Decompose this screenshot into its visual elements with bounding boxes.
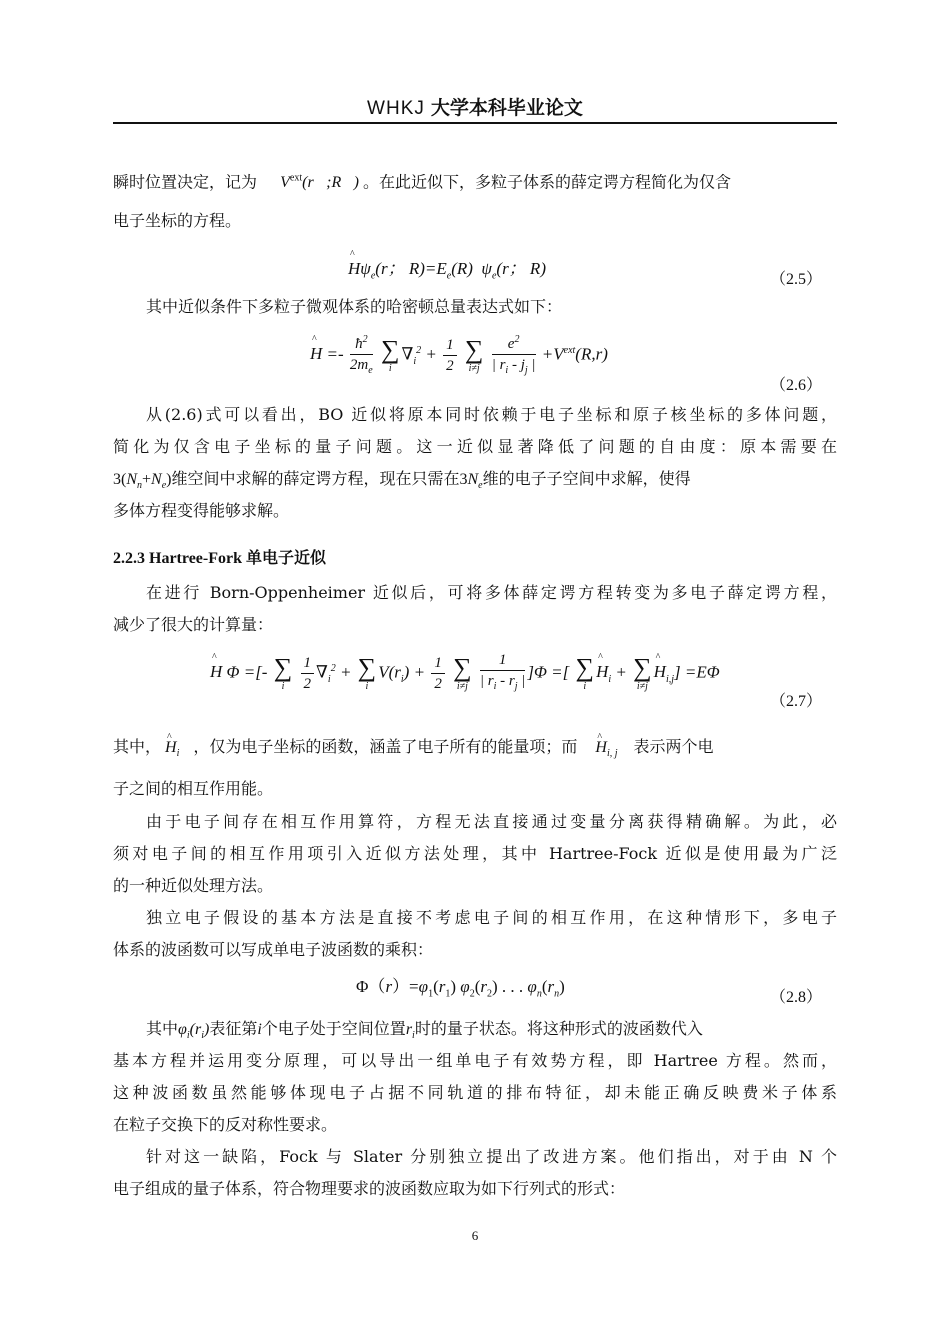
paragraph-7-line-2: 体系的波函数可以写成单电子波函数的乘积：: [113, 940, 434, 959]
paragraph-3-line-2: 简化为仅含电子坐标的量子问题。这一近似显著降低了问题的自由度：原本需要在: [113, 437, 837, 456]
paragraph-5-line-1: 其中，^ $H_i$ ，仅为电子坐标的函数，涵盖了电子所有的能量项；而^ $H_{i, j}$ 表示两个电: [113, 736, 837, 765]
equation-number-2-6: （2.6）: [770, 377, 823, 394]
paragraph-6-line-3: 的一种近似处理方法。: [113, 876, 274, 895]
inline-formula-hi: ^ $H_i$: [165, 739, 179, 756]
inline-formula-ri: $r_i$: [405, 1021, 415, 1042]
paragraph-6-line-1: 由于电子间存在相互作用算符，方程无法直接通过变量分离获得精确解。为此，必: [146, 812, 837, 831]
paragraph-3-line-1: 从(2.6)式可以看出，BO 近似将原本同时依赖于电子坐标和原子核坐标的多体问题，: [146, 405, 837, 424]
header-latin: WHKJ: [367, 98, 425, 119]
paragraph-8-line-1: 其中$\varphi_i(r_i)$表征第i个电子处于空间位置$r_i$时的量子状态。将这种形式的波函数代入: [146, 1019, 703, 1042]
paragraph-2: 其中近似条件下多粒子微观体系的哈密顿总量表达式如下：: [146, 297, 563, 316]
inline-formula-hij: ^ $H_{i, j}$: [595, 739, 617, 756]
equation-number-2-5: （2.5）: [770, 271, 823, 288]
paragraph-1-line-2: 电子坐标的方程。: [113, 211, 242, 230]
paragraph-4-line-1: 在进行 Born-Oppenheimer 近似后，可将多体薛定谔方程转变为多电子薛定谔方程，: [146, 583, 837, 602]
equation-2-7: ^ H Φ =[- ∑ i $\frac{1}{2}$ $\nabla_i^2$ + ∑ i $V(r_i)$ + $\frac{1}{2}$ ∑ i≠j $\frac{1}{| r_i - r_j |}$ ]Φ =[ ∑ i ^ $H_i$ + ∑ i≠j ^ $H_{i,j}] =E\Phi$: [210, 650, 720, 697]
paragraph-6-line-2: 须对电子间的相互作用项引入近似方法处理，其中 Hartree-Fock 近似是使用最为广泛: [113, 844, 837, 863]
equation-number-2-7: （2.7）: [770, 693, 823, 710]
paragraph-9-line-2: 电子组成的量子体系，符合物理要求的波函数应取为如下行列式的形式：: [113, 1179, 626, 1198]
equation-2-6: ^ H =- $\frac{ħ^2}{2m_e}$ ∑ i $\nabla_i^2$ + $\frac{1}{2}$ ∑ i≠j $\frac{e^2}{| r_i - j_j |}$ $+V^{ext}(R,r)$: [310, 330, 608, 381]
equation-2-8: $\Phi(r)=\varphi_1(r_1)$ $\varphi_2(r_2)$ . . . $\varphi_n(r_n)$: [356, 977, 565, 1000]
paragraph-8-line-2: 基本方程并运用变分原理，可以导出一组单电子有效势方程，即 Hartree 方程。然而，: [113, 1051, 837, 1070]
paragraph-9-line-1: 针对这一缺陷，Fock 与 Slater 分别独立提出了改进方案。他们指出，对于由 N 个: [146, 1147, 837, 1166]
paragraph-7-line-1: 独立电子假设的基本方法是直接不考虑电子间的相互作用，在这种情形下，多电子: [146, 908, 837, 927]
header-rule: [113, 122, 837, 124]
inline-formula-i: i: [257, 1021, 262, 1038]
inline-formula-3ne: $3N_e$: [459, 471, 483, 492]
paragraph-3-line-3: $3(N_n+N_e)$维空间中求解的薛定谔方程，现在只需在$3N_e$维的电子子空间中求解，使得: [113, 469, 691, 492]
equation-2-5: ^ $H\psi_e(r$； $R)=E_e(R)$ $\psi_e(r$； R): [348, 254, 546, 281]
inline-formula-vext: $V^{ext}(r⃗;R⃗)$: [280, 173, 359, 192]
inline-formula-phi-i: $\varphi_i(r_i)$: [178, 1021, 210, 1042]
equation-number-2-8: （2.8）: [770, 989, 823, 1006]
header-title: 大学本科毕业论文: [430, 97, 583, 119]
paragraph-5-line-2: 子之间的相互作用能。: [113, 779, 274, 798]
paragraph-3-line-4: 多体方程变得能够求解。: [113, 501, 290, 520]
inline-formula-dimension: $3(N_n+N_e)$: [113, 471, 172, 492]
paragraph-4-line-2: 减少了很大的计算量：: [113, 615, 274, 634]
paragraph-8-line-4: 在粒子交换下的反对称性要求。: [113, 1115, 338, 1134]
page-number: 6: [471, 1228, 479, 1243]
paragraph-8-line-3: 这种波函数虽然能够体现电子占据不同轨道的排布特征，却未能正确反映费米子体系: [113, 1083, 837, 1102]
running-header: [113, 96, 837, 121]
section-heading-2-2-3: 2.2.3 Hartree-Fork 单电子近似: [113, 550, 326, 567]
paragraph-1-line-1: 瞬时位置决定，记为 $V^{ext}(r⃗;R⃗)$ 。在此近似下，多粒子体系的薛定谔方程简化为仅含: [113, 172, 731, 192]
